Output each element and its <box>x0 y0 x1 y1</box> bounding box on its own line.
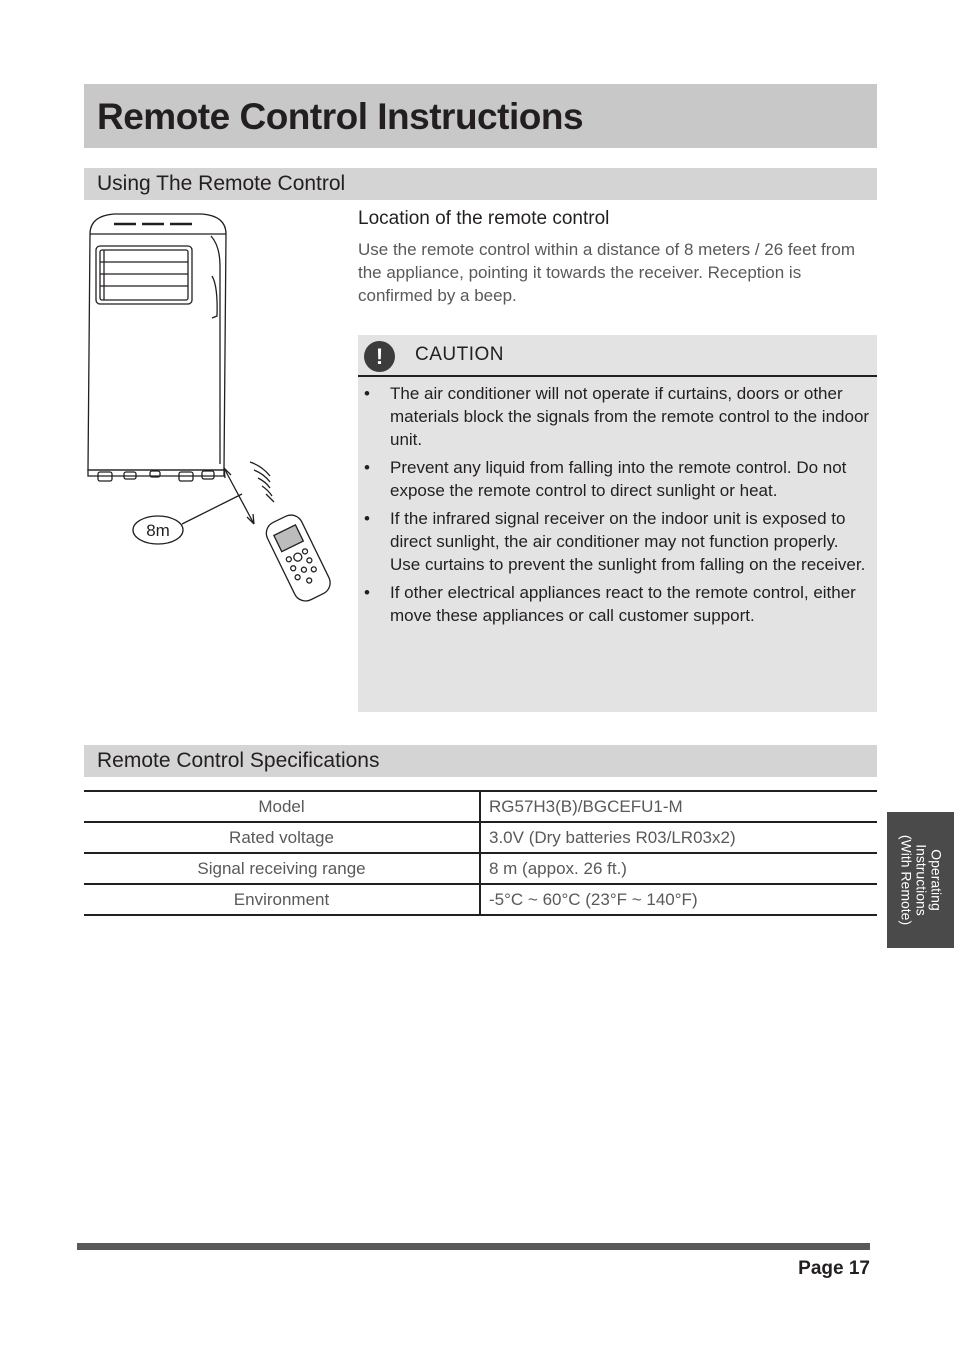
spec-label: Signal receiving range <box>84 853 480 884</box>
spec-label: Environment <box>84 884 480 915</box>
table-row <box>84 853 877 884</box>
exclamation-icon: ! <box>364 341 395 372</box>
spec-label: Rated voltage <box>84 822 480 853</box>
spec-value: 8 m (appox. 26 ft.) <box>480 853 877 884</box>
spec-table <box>84 790 877 916</box>
page-title: Remote Control Instructions <box>97 96 584 137</box>
section-header-specs <box>84 745 877 777</box>
bullet: • <box>364 458 370 477</box>
footer-divider <box>77 1243 870 1250</box>
location-heading: Location of the remote control <box>358 208 610 229</box>
location-body: Use the remote control within a distance of 8 meters / 26 feet from the appliance, pointing it towards the receiver. Reception is confirmed by a beep. <box>358 240 856 305</box>
caution-title: CAUTION <box>415 344 504 365</box>
bullet: • <box>364 384 370 403</box>
caution-list <box>358 382 873 632</box>
caution-item: • If the infrared signal receiver on the indoor unit is exposed to direct sunlight, the air conditioner may not function properly. Use curtains to prevent the sunlight from falling on the receiver. <box>364 509 866 574</box>
section-title-using: Using The Remote Control <box>97 172 346 195</box>
distance-label: 8m <box>146 521 170 540</box>
caution-item: • The air conditioner will not operate if curtains, doors or other materials block the signals from the remote control to the indoor unit. <box>364 384 870 449</box>
side-tab <box>887 812 954 948</box>
bullet: • <box>364 583 370 602</box>
caution-item: • Prevent any liquid from falling into the remote control. Do not expose the remote control to direct sunlight or heat. <box>364 458 847 500</box>
title-bar <box>84 84 877 148</box>
spec-value: RG57H3(B)/BGCEFU1-M <box>480 791 877 822</box>
spec-label: Model <box>84 791 480 822</box>
table-row <box>84 791 877 822</box>
caution-box <box>358 335 877 712</box>
side-tab-label: Operating Instructions (With Remote) <box>898 834 945 926</box>
section-header-using <box>84 168 877 200</box>
page-number: Page 17 <box>798 1258 870 1279</box>
caution-item: • If other electrical appliances react to the remote control, either move these appliances or call customer support. <box>364 583 856 625</box>
caution-header <box>358 335 877 377</box>
section-title-specs: Remote Control Specifications <box>97 749 380 772</box>
bullet: • <box>364 509 370 528</box>
table-row <box>84 884 877 915</box>
spec-value: -5°C ~ 60°C (23°F ~ 140°F) <box>480 884 877 915</box>
table-row <box>84 822 877 853</box>
spec-value: 3.0V (Dry batteries R03/LR03x2) <box>480 822 877 853</box>
ac-remote-illustration <box>84 206 344 606</box>
